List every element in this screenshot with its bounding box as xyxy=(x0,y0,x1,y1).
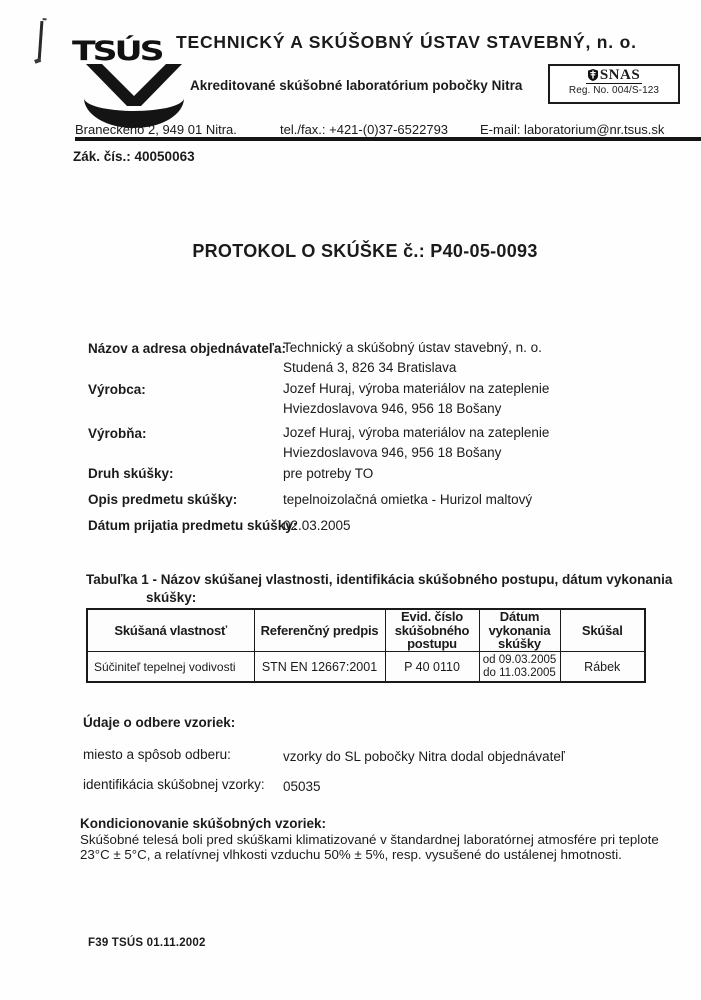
tsus-logo-icon xyxy=(82,64,186,130)
table-caption-line2: skúšky: xyxy=(146,590,197,605)
conditioning-text-line1: Skúšobné telesá boli pred skúškami klimatizované v štandardnej laboratórnej atmosfére pri teplote xyxy=(80,832,659,847)
cell-reference: STN EN 12667:2001 xyxy=(254,652,385,683)
field-value-customer xyxy=(283,338,542,377)
value-line: Jozef Huraj, výroba materiálov na zateplenie xyxy=(283,425,550,440)
lab-subtitle: Akreditované skúšobné laboratórium pobočky Nitra xyxy=(190,78,523,93)
scan-artifact-mark xyxy=(38,21,43,62)
date-to: do 11.03.2005 xyxy=(483,666,556,679)
conditioning-heading: Kondicionovanie skúšobných vzoriek: xyxy=(80,816,327,831)
snas-label: SNAS xyxy=(599,67,641,83)
form-footer: F39 TSÚS 01.11.2002 xyxy=(88,937,206,949)
field-label-manufacturer: Výrobca: xyxy=(88,382,146,397)
value-line: Studená 3, 826 34 Bratislava xyxy=(283,359,457,375)
org-name: TECHNICKÝ A SKÚŠOBNÝ ÚSTAV STAVEBNÝ, n. o. xyxy=(176,32,637,52)
col-header-tester: Skúšal xyxy=(560,609,645,652)
table-row xyxy=(87,652,645,683)
sampling-label-id: identifikácia skúšobnej vzorky: xyxy=(83,777,265,792)
field-value-manufacturer xyxy=(283,379,549,418)
field-label-test-subject: Opis predmetu skúšky: xyxy=(88,492,238,507)
cell-evid: P 40 0110 xyxy=(385,652,479,683)
value-line: Hviezdoslavova 946, 956 18 Bošany xyxy=(283,444,502,460)
field-value-test-type: pre potreby TO xyxy=(283,466,374,481)
table-header-row xyxy=(87,609,645,652)
snas-logo xyxy=(586,68,642,84)
value-line: Hviezdoslavova 946, 956 18 Bošany xyxy=(283,400,502,416)
conditioning-text-line2: 23°C ± 5°C, a relatívnej vlhkosti vzduchu 50% ± 5%, resp. vysušené do ustálenej hmotnosti. xyxy=(80,847,622,862)
snas-reg-no: Reg. No. 004/S-123 xyxy=(568,85,660,96)
order-number: Zák. čís.: 40050063 xyxy=(73,149,195,164)
col-header-date: Dátum vykonania skúšky xyxy=(479,609,560,652)
sampling-value-place: vzorky do SL pobočky Nitra dodal objednávateľ xyxy=(283,749,565,764)
email: E-mail: laboratorium@nr.tsus.sk xyxy=(480,122,665,137)
date-from: od 09.03.2005 xyxy=(482,654,557,666)
col-header-reference: Referenčný predpis xyxy=(254,609,385,652)
field-label-customer: Názov a adresa objednávateľa: xyxy=(88,341,287,356)
cell-tester: Rábek xyxy=(560,652,645,683)
sampling-heading: Údaje o odbere vzoriek: xyxy=(83,715,236,730)
test-table xyxy=(86,608,646,683)
tel-fax: tel./fax.: +421-(0)37-6522793 xyxy=(280,122,449,137)
field-label-test-type: Druh skúšky: xyxy=(88,466,174,481)
col-header-evid: Evid. číslo skúšobného postupu xyxy=(385,609,479,652)
field-value-test-subject: tepelnoizolačná omietka - Hurizol maltový xyxy=(283,492,533,507)
document-title: PROTOKOL O SKÚŠKE č.: P40-05-0093 xyxy=(192,241,538,261)
slovak-shield-icon xyxy=(588,69,598,81)
col-header-property: Skúšaná vlastnosť xyxy=(87,609,254,652)
snas-badge xyxy=(548,64,680,104)
field-value-plant xyxy=(283,423,549,462)
tsus-logo-text: TSÚS xyxy=(72,36,162,68)
field-label-receive-date: Dátum prijatia predmetu skúšky: xyxy=(88,518,298,533)
sampling-value-id: 05035 xyxy=(283,779,321,794)
value-line: Jozef Huraj, výroba materiálov na zateplenie xyxy=(283,381,550,396)
header-rule xyxy=(75,137,701,141)
street-address: Braneckého 2, 949 01 Nitra. xyxy=(75,122,237,137)
sampling-label-place: miesto a spôsob odberu: xyxy=(83,747,231,762)
cell-date xyxy=(479,652,560,683)
field-value-receive-date: 02.03.2005 xyxy=(283,518,351,533)
field-label-plant: Výrobňa: xyxy=(88,426,147,441)
table-caption-line1: Tabuľka 1 - Názov skúšanej vlastnosti, identifikácia skúšobného postupu, dátum vykonania xyxy=(86,572,673,587)
value-line: Technický a skúšobný ústav stavebný, n. o. xyxy=(283,340,542,355)
cell-property: Súčiniteľ tepelnej vodivosti xyxy=(87,652,254,683)
